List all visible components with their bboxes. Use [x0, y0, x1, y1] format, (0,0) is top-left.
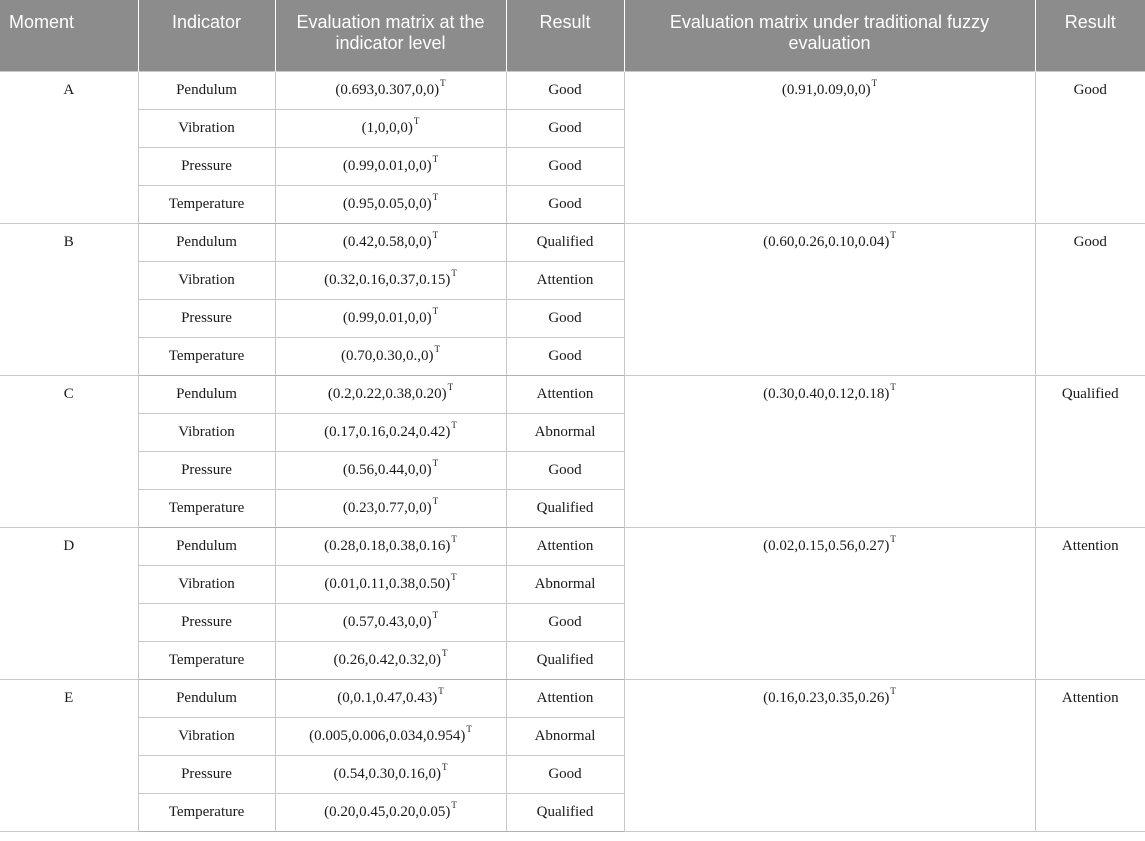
indicator-matrix-cell-text: (0.70,0.30,0.,0) [341, 347, 434, 364]
transpose-mark: T [890, 533, 896, 544]
indicator-cell [138, 109, 275, 147]
indicator-matrix-cell [275, 71, 506, 109]
indicator-cell-text: Pressure [181, 309, 232, 326]
indicator-result-cell [506, 565, 624, 603]
indicator-matrix-cell-text: (0.28,0.18,0.38,0.16) [324, 537, 451, 554]
indicator-cell-text: Vibration [178, 575, 235, 592]
indicator-cell-text: Temperature [168, 803, 245, 820]
indicator-cell [138, 261, 275, 299]
indicator-result-cell [506, 603, 624, 641]
indicator-matrix-cell [275, 527, 506, 565]
indicator-cell-text: Pendulum [176, 537, 237, 554]
indicator-matrix-cell [275, 147, 506, 185]
indicator-matrix-cell-text: (1,0,0,0) [361, 119, 413, 136]
indicator-cell [138, 71, 275, 109]
indicator-result-cell [506, 185, 624, 223]
moment-cell-text: B [63, 233, 74, 250]
indicator-matrix-cell [275, 489, 506, 527]
transpose-mark: T [432, 609, 439, 620]
indicator-cell-text: Temperature [168, 347, 245, 364]
indicator-cell [138, 641, 275, 679]
moment-cell [0, 679, 138, 831]
indicator-result-cell [506, 261, 624, 299]
traditional-matrix-cell-text: (0.60,0.26,0.10,0.04) [763, 233, 890, 250]
indicator-cell-text: Temperature [168, 499, 245, 516]
table-body [0, 71, 1145, 831]
indicator-matrix-cell-text: (0.23,0.77,0,0) [342, 499, 432, 516]
indicator-cell [138, 793, 275, 831]
traditional-matrix-cell [624, 71, 1035, 223]
indicator-result-cell [506, 109, 624, 147]
indicator-result-cell-text: Good [548, 195, 582, 212]
indicator-result-cell-text: Good [548, 613, 582, 630]
moment-cell-text: C [63, 385, 74, 402]
moment-cell-text: A [63, 81, 75, 98]
indicator-matrix-cell-text: (0.99,0.01,0,0) [342, 157, 432, 174]
transpose-mark: T [466, 723, 472, 734]
indicator-result-cell [506, 755, 624, 793]
indicator-cell-text: Pressure [181, 157, 232, 174]
traditional-matrix-cell-text: (0.91,0.09,0,0) [781, 81, 871, 98]
transpose-mark: T [440, 77, 446, 88]
transpose-mark: T [451, 571, 457, 582]
transpose-mark: T [451, 533, 457, 544]
traditional-result-cell [1035, 375, 1145, 527]
indicator-matrix-cell-text: (0.005,0.006,0.034,0.954) [309, 727, 466, 744]
indicator-cell-text: Pendulum [176, 689, 237, 706]
transpose-mark: T [413, 115, 420, 126]
indicator-result-cell [506, 375, 624, 413]
traditional-matrix-cell [624, 223, 1035, 375]
table-row [0, 71, 1145, 109]
transpose-mark: T [890, 229, 896, 240]
indicator-cell [138, 527, 275, 565]
transpose-mark: T [890, 381, 896, 392]
indicator-matrix-cell-text: (0.54,0.30,0.16,0) [333, 765, 441, 782]
traditional-matrix-cell-text: (0.30,0.40,0.12,0.18) [763, 385, 890, 402]
indicator-matrix-cell-text: (0.20,0.45,0.20,0.05) [324, 803, 451, 820]
transpose-mark: T [451, 267, 457, 278]
indicator-result-cell-text: Qualified [536, 651, 594, 668]
indicator-matrix-cell-text: (0.17,0.16,0.24,0.42) [324, 423, 451, 440]
table-row [0, 679, 1145, 717]
indicator-result-cell [506, 641, 624, 679]
indicator-result-cell-text: Good [548, 157, 582, 174]
moment-cell [0, 223, 138, 375]
indicator-cell-text: Pressure [181, 461, 232, 478]
moment-cell-text: D [63, 537, 75, 554]
indicator-matrix-cell-text: (0.32,0.16,0.37,0.15) [324, 271, 451, 288]
indicator-result-cell-text: Good [548, 81, 582, 98]
indicator-matrix-cell-text: (0.99,0.01,0,0) [342, 309, 432, 326]
indicator-cell [138, 755, 275, 793]
transpose-mark: T [432, 305, 439, 316]
traditional-result-cell [1035, 223, 1145, 375]
indicator-result-cell-text: Qualified [536, 803, 594, 820]
indicator-result-cell-text: Abnormal [534, 727, 596, 744]
indicator-matrix-cell [275, 337, 506, 375]
transpose-mark: T [451, 799, 457, 810]
table-row [0, 527, 1145, 565]
indicator-cell-text: Vibration [178, 423, 235, 440]
indicator-result-cell [506, 489, 624, 527]
indicator-matrix-cell-text: (0.57,0.43,0,0) [342, 613, 432, 630]
traditional-matrix-cell [624, 527, 1035, 679]
indicator-result-cell-text: Good [548, 461, 582, 478]
indicator-matrix-cell [275, 375, 506, 413]
indicator-matrix-cell-text: (0,0.1,0.47,0.43) [337, 689, 438, 706]
indicator-result-cell [506, 71, 624, 109]
indicator-result-cell-text: Good [548, 347, 582, 364]
header-matrix-indicator-level: Evaluation matrix at the indicator level [275, 0, 506, 71]
indicator-matrix-cell [275, 641, 506, 679]
indicator-matrix-cell [275, 261, 506, 299]
header-result: Result [506, 0, 624, 71]
indicator-matrix-cell-text: (0.42,0.58,0,0) [342, 233, 432, 250]
indicator-matrix-cell [275, 223, 506, 261]
indicator-result-cell [506, 717, 624, 755]
traditional-matrix-cell [624, 679, 1035, 831]
indicator-result-cell [506, 147, 624, 185]
moment-cell [0, 71, 138, 223]
indicator-cell-text: Pendulum [176, 81, 237, 98]
traditional-result-cell [1035, 679, 1145, 831]
transpose-mark: T [432, 229, 439, 240]
indicator-cell [138, 413, 275, 451]
indicator-result-cell-text: Attention [536, 385, 594, 402]
indicator-matrix-cell [275, 451, 506, 489]
indicator-matrix-cell [275, 717, 506, 755]
indicator-cell [138, 679, 275, 717]
indicator-result-cell [506, 451, 624, 489]
indicator-cell [138, 565, 275, 603]
indicator-matrix-cell-text: (0.95,0.05,0,0) [342, 195, 432, 212]
indicator-cell-text: Pressure [181, 765, 232, 782]
table-row [0, 223, 1145, 261]
table-header [0, 0, 1145, 71]
indicator-result-cell-text: Attention [536, 689, 594, 706]
indicator-cell-text: Pendulum [176, 385, 237, 402]
traditional-result-cell [1035, 527, 1145, 679]
transpose-mark: T [442, 647, 448, 658]
indicator-result-cell-text: Good [548, 309, 582, 326]
traditional-result-cell-text: Qualified [1061, 385, 1119, 402]
indicator-matrix-cell [275, 793, 506, 831]
table-row [0, 375, 1145, 413]
traditional-result-cell-text: Good [1073, 81, 1107, 98]
transpose-mark: T [432, 153, 439, 164]
traditional-matrix-cell [624, 375, 1035, 527]
traditional-matrix-cell-text: (0.02,0.15,0.56,0.27) [763, 537, 890, 554]
header-indicator: Indicator [138, 0, 275, 71]
transpose-mark: T [890, 685, 896, 696]
indicator-matrix-cell [275, 109, 506, 147]
indicator-cell-text: Vibration [178, 271, 235, 288]
header-result-traditional: Result [1035, 0, 1145, 71]
indicator-cell-text: Temperature [168, 651, 245, 668]
indicator-result-cell-text: Qualified [536, 499, 594, 516]
transpose-mark: T [871, 77, 878, 88]
indicator-cell-text: Pendulum [176, 233, 237, 250]
traditional-result-cell [1035, 71, 1145, 223]
indicator-cell-text: Vibration [178, 119, 235, 136]
moment-cell [0, 527, 138, 679]
header-row [0, 0, 1145, 71]
indicator-result-cell-text: Attention [536, 271, 594, 288]
moment-cell [0, 375, 138, 527]
indicator-matrix-cell [275, 755, 506, 793]
indicator-result-cell-text: Abnormal [534, 575, 596, 592]
indicator-matrix-cell-text: (0.2,0.22,0.38,0.20) [327, 385, 447, 402]
traditional-result-cell-text: Good [1073, 233, 1107, 250]
indicator-cell [138, 185, 275, 223]
indicator-cell-text: Temperature [168, 195, 245, 212]
indicator-result-cell [506, 337, 624, 375]
transpose-mark: T [438, 685, 444, 696]
header-matrix-traditional: Evaluation matrix under traditional fuzzy evaluation [624, 0, 1035, 71]
indicator-cell [138, 299, 275, 337]
transpose-mark: T [451, 419, 457, 430]
indicator-cell [138, 489, 275, 527]
indicator-cell [138, 337, 275, 375]
indicator-cell-text: Pressure [181, 613, 232, 630]
indicator-matrix-cell [275, 413, 506, 451]
traditional-result-cell-text: Attention [1061, 537, 1119, 554]
indicator-cell-text: Vibration [178, 727, 235, 744]
indicator-matrix-cell-text: (0.01,0.11,0.38,0.50) [324, 575, 451, 592]
indicator-cell [138, 147, 275, 185]
indicator-result-cell [506, 299, 624, 337]
transpose-mark: T [434, 343, 440, 354]
indicator-matrix-cell [275, 299, 506, 337]
indicator-matrix-cell [275, 185, 506, 223]
indicator-cell [138, 223, 275, 261]
indicator-matrix-cell-text: (0.56,0.44,0,0) [342, 461, 432, 478]
indicator-matrix-cell-text: (0.693,0.307,0,0) [335, 81, 440, 98]
indicator-cell [138, 603, 275, 641]
indicator-result-cell [506, 527, 624, 565]
indicator-result-cell-text: Good [548, 119, 582, 136]
indicator-result-cell-text: Attention [536, 537, 594, 554]
indicator-result-cell [506, 793, 624, 831]
transpose-mark: T [432, 191, 439, 202]
indicator-result-cell [506, 679, 624, 717]
traditional-result-cell-text: Attention [1061, 689, 1119, 706]
header-moment: Moment [0, 0, 138, 71]
indicator-matrix-cell-text: (0.26,0.42,0.32,0) [333, 651, 441, 668]
indicator-matrix-cell [275, 603, 506, 641]
indicator-cell [138, 451, 275, 489]
indicator-result-cell-text: Good [548, 765, 582, 782]
transpose-mark: T [442, 761, 448, 772]
indicator-result-cell [506, 413, 624, 451]
indicator-cell [138, 375, 275, 413]
indicator-cell [138, 717, 275, 755]
indicator-matrix-cell [275, 565, 506, 603]
moment-cell-text: E [64, 689, 74, 706]
traditional-matrix-cell-text: (0.16,0.23,0.35,0.26) [763, 689, 890, 706]
indicator-result-cell-text: Qualified [536, 233, 594, 250]
transpose-mark: T [432, 457, 439, 468]
indicator-matrix-cell [275, 679, 506, 717]
transpose-mark: T [447, 381, 454, 392]
transpose-mark: T [432, 495, 439, 506]
indicator-result-cell [506, 223, 624, 261]
indicator-result-cell-text: Abnormal [534, 423, 596, 440]
